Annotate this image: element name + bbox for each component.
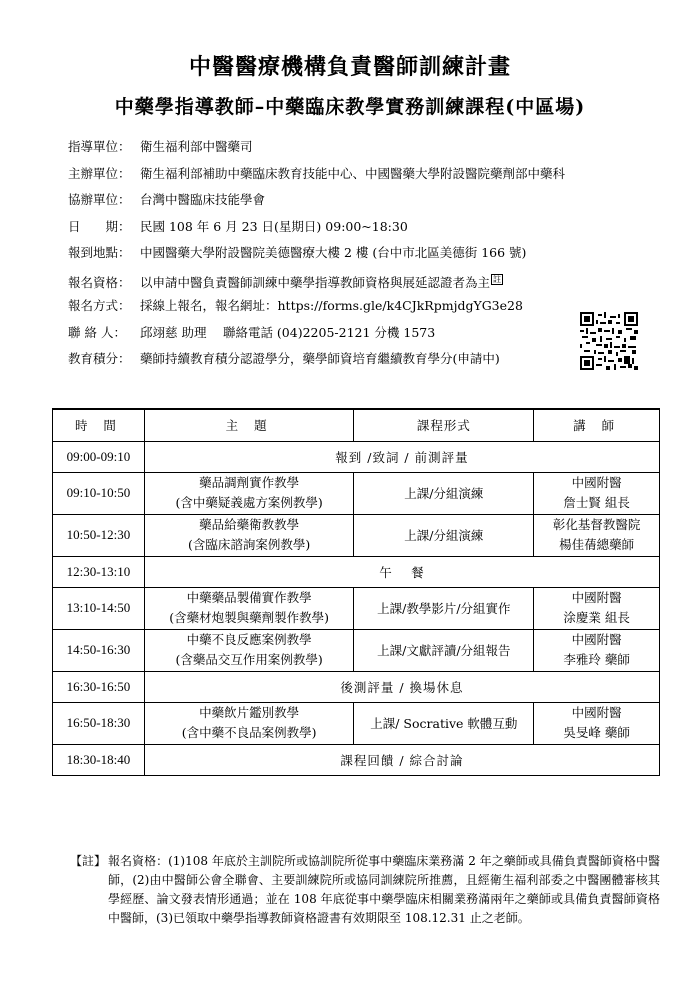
info-row-date: 日 期： 民國 108 年 6 月 23 日(星期日) 09:00~18:30 (68, 218, 408, 234)
table-row: 10:50-12:30 藥品給藥衛教教學 (含臨床諮詢案例教學) 上課/分組演練 彰化基督教醫院 楊佳蒨總藥師 (53, 514, 660, 556)
info-row-organizer: 主辦單位： 衛生福利部補助中藥臨床教育技能中心、中國醫藥大學附設醫院藥劑部中藥科 (68, 165, 566, 181)
info-row-contact: 聯 絡 人： 邱翊慈 助理 聯絡電話 (04)2205-2121 分機 1573 (68, 324, 436, 340)
table-row: 18:30-18:40 課程回饋 / 綜合討論 (53, 744, 660, 775)
table-row: 14:50-16:30 中藥不良反應案例教學 (含藥品交互作用案例教學) 上課/文獻評讀/分組報告 中國附醫 李雅玲 藥師 (53, 629, 660, 671)
info-row-eligibility: 報名資格： 以申請中醫負責醫師訓練中藥學指導教師資格與展延認證者為主 $^註$ (68, 274, 502, 290)
table-header-row (53, 409, 660, 441)
header-format: 課程形式 (354, 409, 534, 441)
note-marker: 註 (493, 274, 502, 284)
page-title: 中醫醫療機構負責醫師訓練計畫 (188, 54, 511, 80)
header-time: 時 間 (53, 409, 145, 441)
footnote-text: 報名資格：(1)108 年底於主訓院所或協訓院所從事中藥臨床業務滿 2 年之藥師或具備負責醫師資格中醫師，(2)由中醫師公會全聯會、主要訓練院所或協同訓練院所推薦，且經衛生福利部委之中醫團體審核其學經歷、論文發表情形通過；並在 108 年底從事中藥學臨床相關業務滿兩年之藥師或具備負責醫師資格中醫師，(3)已領取中藥學指導教師資格證書有效期限至 108.12.31 止之老師。 (108, 854, 660, 925)
footnote (70, 852, 660, 928)
schedule-table (52, 408, 660, 776)
header-lecturer: 講 師 (534, 409, 660, 441)
table-row: 13:10-14:50 中藥藥品製備實作教學 (含藥材炮製與藥劑製作教學) 上課/教學影片/分組實作 中國附醫 涂慶業 組長 (53, 587, 660, 629)
page-subtitle: 中藥學指導教師–中藥臨床教學實務訓練課程(中區場) (114, 96, 586, 118)
info-row-co-organizer: 協辦單位： 台灣中醫臨床技能學會 (68, 192, 266, 207)
info-row-registration: 報名方式： 採線上報名，報名網址：https://forms.gle/k4CJkRpmjdgYG3e28 (68, 298, 523, 313)
table-row: 09:10-10:50 藥品調劑實作教學 (含中藥疑義處方案例教學) 上課/分組演練 中國附醫 詹士賢 組長 (53, 472, 660, 514)
info-row-venue: 報到地點： 中國醫藥大學附設醫院美德醫療大樓 2 樓 (台中市北區美德街 166 號) (68, 245, 527, 260)
table-row: 09:00-09:10 報到 /致詞 / 前測評量 (53, 441, 660, 472)
info-row-credits: 教育積分： 藥師持續教育積分認證學分，藥學師資培育繼續教育學分(申請中) (68, 351, 500, 366)
header-topic: 主 題 (144, 409, 354, 441)
info-row-supervisor: 指導單位： 衛生福利部中醫藥司 (68, 139, 253, 154)
qr-code-icon[interactable] (580, 312, 638, 370)
table-row: 12:30-13:10 午 餐 (53, 556, 660, 587)
registration-link[interactable]: 採線上報名，報名網址：https://forms.gle/k4CJkRpmjdgYG3e28 (140, 298, 523, 313)
info-list (68, 134, 628, 373)
footnote-tag: 【註】 (70, 854, 107, 868)
table-row: 16:50-18:30 中藥飲片鑑別教學 (含中藥不良品案例教學) 上課/ Socrative 軟體互動 中國附醫 吳旻峰 藥師 (53, 702, 660, 744)
table-row: 16:30-16:50 後測評量 / 換場休息 (53, 671, 660, 702)
